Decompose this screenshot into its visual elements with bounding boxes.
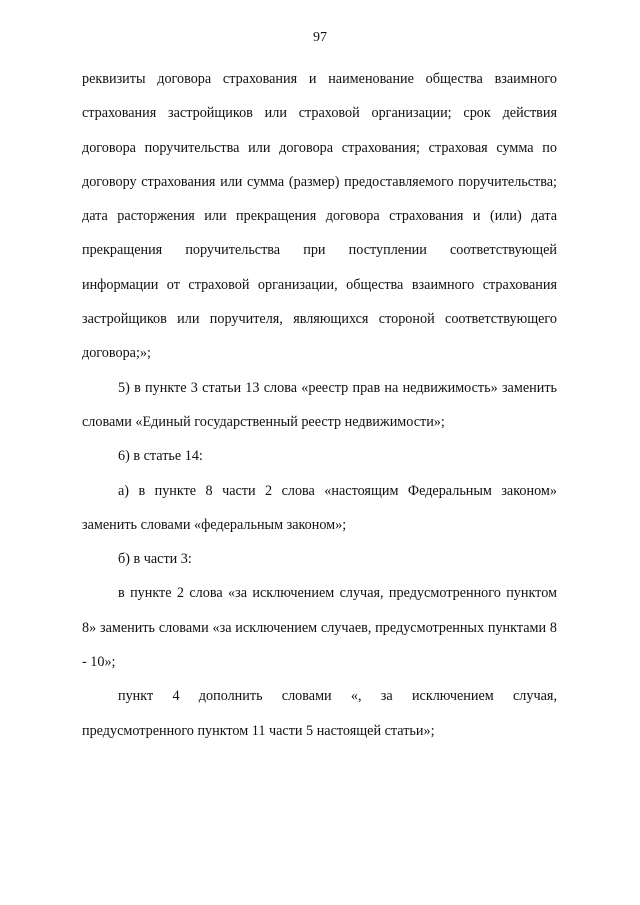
- page-number: 97: [313, 30, 327, 45]
- paragraph-subitem-a: а) в пункте 8 части 2 слова «настоящим Федеральным законом» заменить словами «федеральным законом»;: [82, 482, 557, 533]
- paragraph-requisites: реквизиты договора страхования и наименование общества взаимного страхования застройщиков или страховой организации; срок действия договора поручительства или договора страхования; страховая сумма по договору страхования или сумма (размер) предоставляемого поручительства; дата расторжения или прекращения договора страхования и (или) дата прекращения поручительства при поступлении соответствующей информации от страховой организации, общества взаимного страхования застройщиков или поручителя, являющихся стороной соответствующего договора;»;: [82, 71, 557, 362]
- paragraph-point-4: пункт 4 дополнить словами «, за исключением случая, предусмотренного пунктом 11 части 5 настоящей статьи»;: [82, 688, 557, 739]
- paragraph-item-6: 6) в статье 14:: [118, 448, 203, 465]
- paragraph-point-2: в пункте 2 слова «за исключением случая, предусмотренного пунктом 8» заменить словами «за исключением случаев, предусмотренных пунктами 8 - 10»;: [82, 585, 557, 671]
- paragraph-item-5: 5) в пункте 3 статьи 13 слова «реестр прав на недвижимость» заменить словами «Единый государственный реестр недвижимости»;: [82, 379, 557, 430]
- paragraph-subitem-b: б) в части 3:: [118, 551, 192, 568]
- document-body: [82, 62, 557, 748]
